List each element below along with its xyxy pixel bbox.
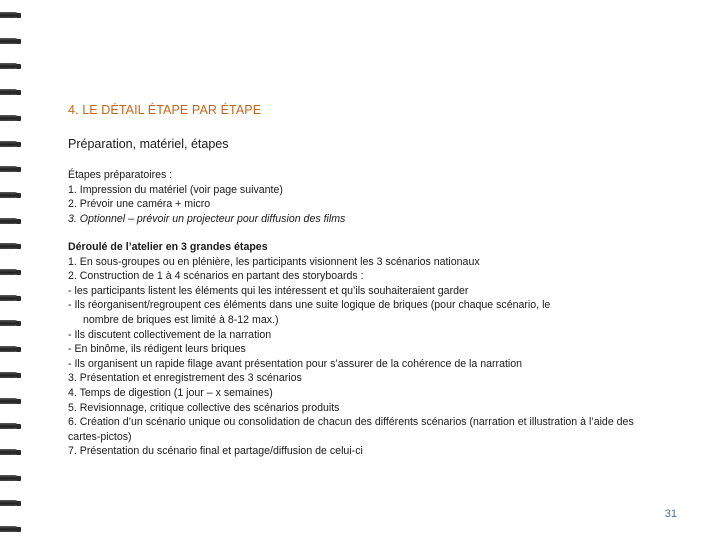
binding-ring [0,421,22,432]
workshop-substep: - En binôme, ils rédigent leurs briques [68,343,246,356]
workshop-step: 6. Création d’un scénario unique ou consolidation de chacun des différents scénarios (narration et illustration à l’aide des cartes-pictos) [68,416,634,443]
binding-ring [0,370,22,381]
workshop-steps-heading: Déroulé de l’atelier en 3 grandes étapes [68,241,268,253]
binding-ring [0,524,22,535]
workshop-step: 7. Présentation du scénario final et partage/diffusion de celui-ci [68,445,363,458]
page-subtitle: Préparation, matériel, étapes [68,137,229,151]
spiral-binding [0,0,26,540]
workshop-step: 3. Présentation et enregistrement des 3 scénarios [68,372,302,385]
binding-ring [0,318,22,329]
binding-ring [0,473,22,484]
workshop-substep: - Ils organisent un rapide filage avant présentation pour s’assurer de la cohérence de la narration [68,357,523,370]
page-number: 31 [664,508,677,520]
preparatory-steps [68,168,668,226]
workshop-substep: - Ils discutent collectivement de la narration [68,328,272,341]
workshop-substep: - Ils réorganisent/regroupent ces éléments dans une suite logique de briques (pour chaque scénario, le [68,299,551,312]
binding-ring [0,164,22,175]
binding-ring [0,61,22,72]
binding-ring [0,216,22,227]
workshop-substep: - les participants listent les éléments qui les intéressent et qu’ils souhaiteraient garder [68,284,469,297]
binding-ring [0,87,22,98]
workshop-steps [68,240,668,459]
preparatory-steps-heading: Étapes préparatoires : [68,169,173,181]
preparatory-step: 3. Optionnel – prévoir un projecteur pour diffusion des films [68,212,346,225]
workshop-step: 1. En sous-groupes ou en plénière, les participants visionnent les 3 scénarios nationaux [68,255,480,268]
binding-ring [0,139,22,150]
section-title: 4. LE DÉTAIL ÉTAPE PAR ÉTAPE [68,103,262,117]
workshop-step: 4. Temps de digestion (1 jour – x semaines) [68,386,273,399]
binding-ring [0,241,22,252]
binding-ring [0,396,22,407]
binding-ring [0,36,22,47]
binding-ring [0,447,22,458]
binding-ring [0,267,22,278]
binding-ring [0,498,22,509]
binding-ring [0,293,22,304]
binding-ring [0,190,22,201]
binding-ring [0,113,22,124]
binding-ring [0,344,22,355]
workshop-step: 5. Revisionnage, critique collective des scénarios produits [68,401,340,414]
preparatory-step: 1. Impression du matériel (voir page suivante) [68,183,283,196]
preparatory-step: 2. Prévoir une caméra + micro [68,198,211,211]
binding-ring [0,10,22,21]
workshop-step: 2. Construction de 1 à 4 scénarios en partant des storyboards : [68,270,364,283]
workshop-substep-continuation: nombre de briques est limité à 8-12 max.) [83,313,279,326]
